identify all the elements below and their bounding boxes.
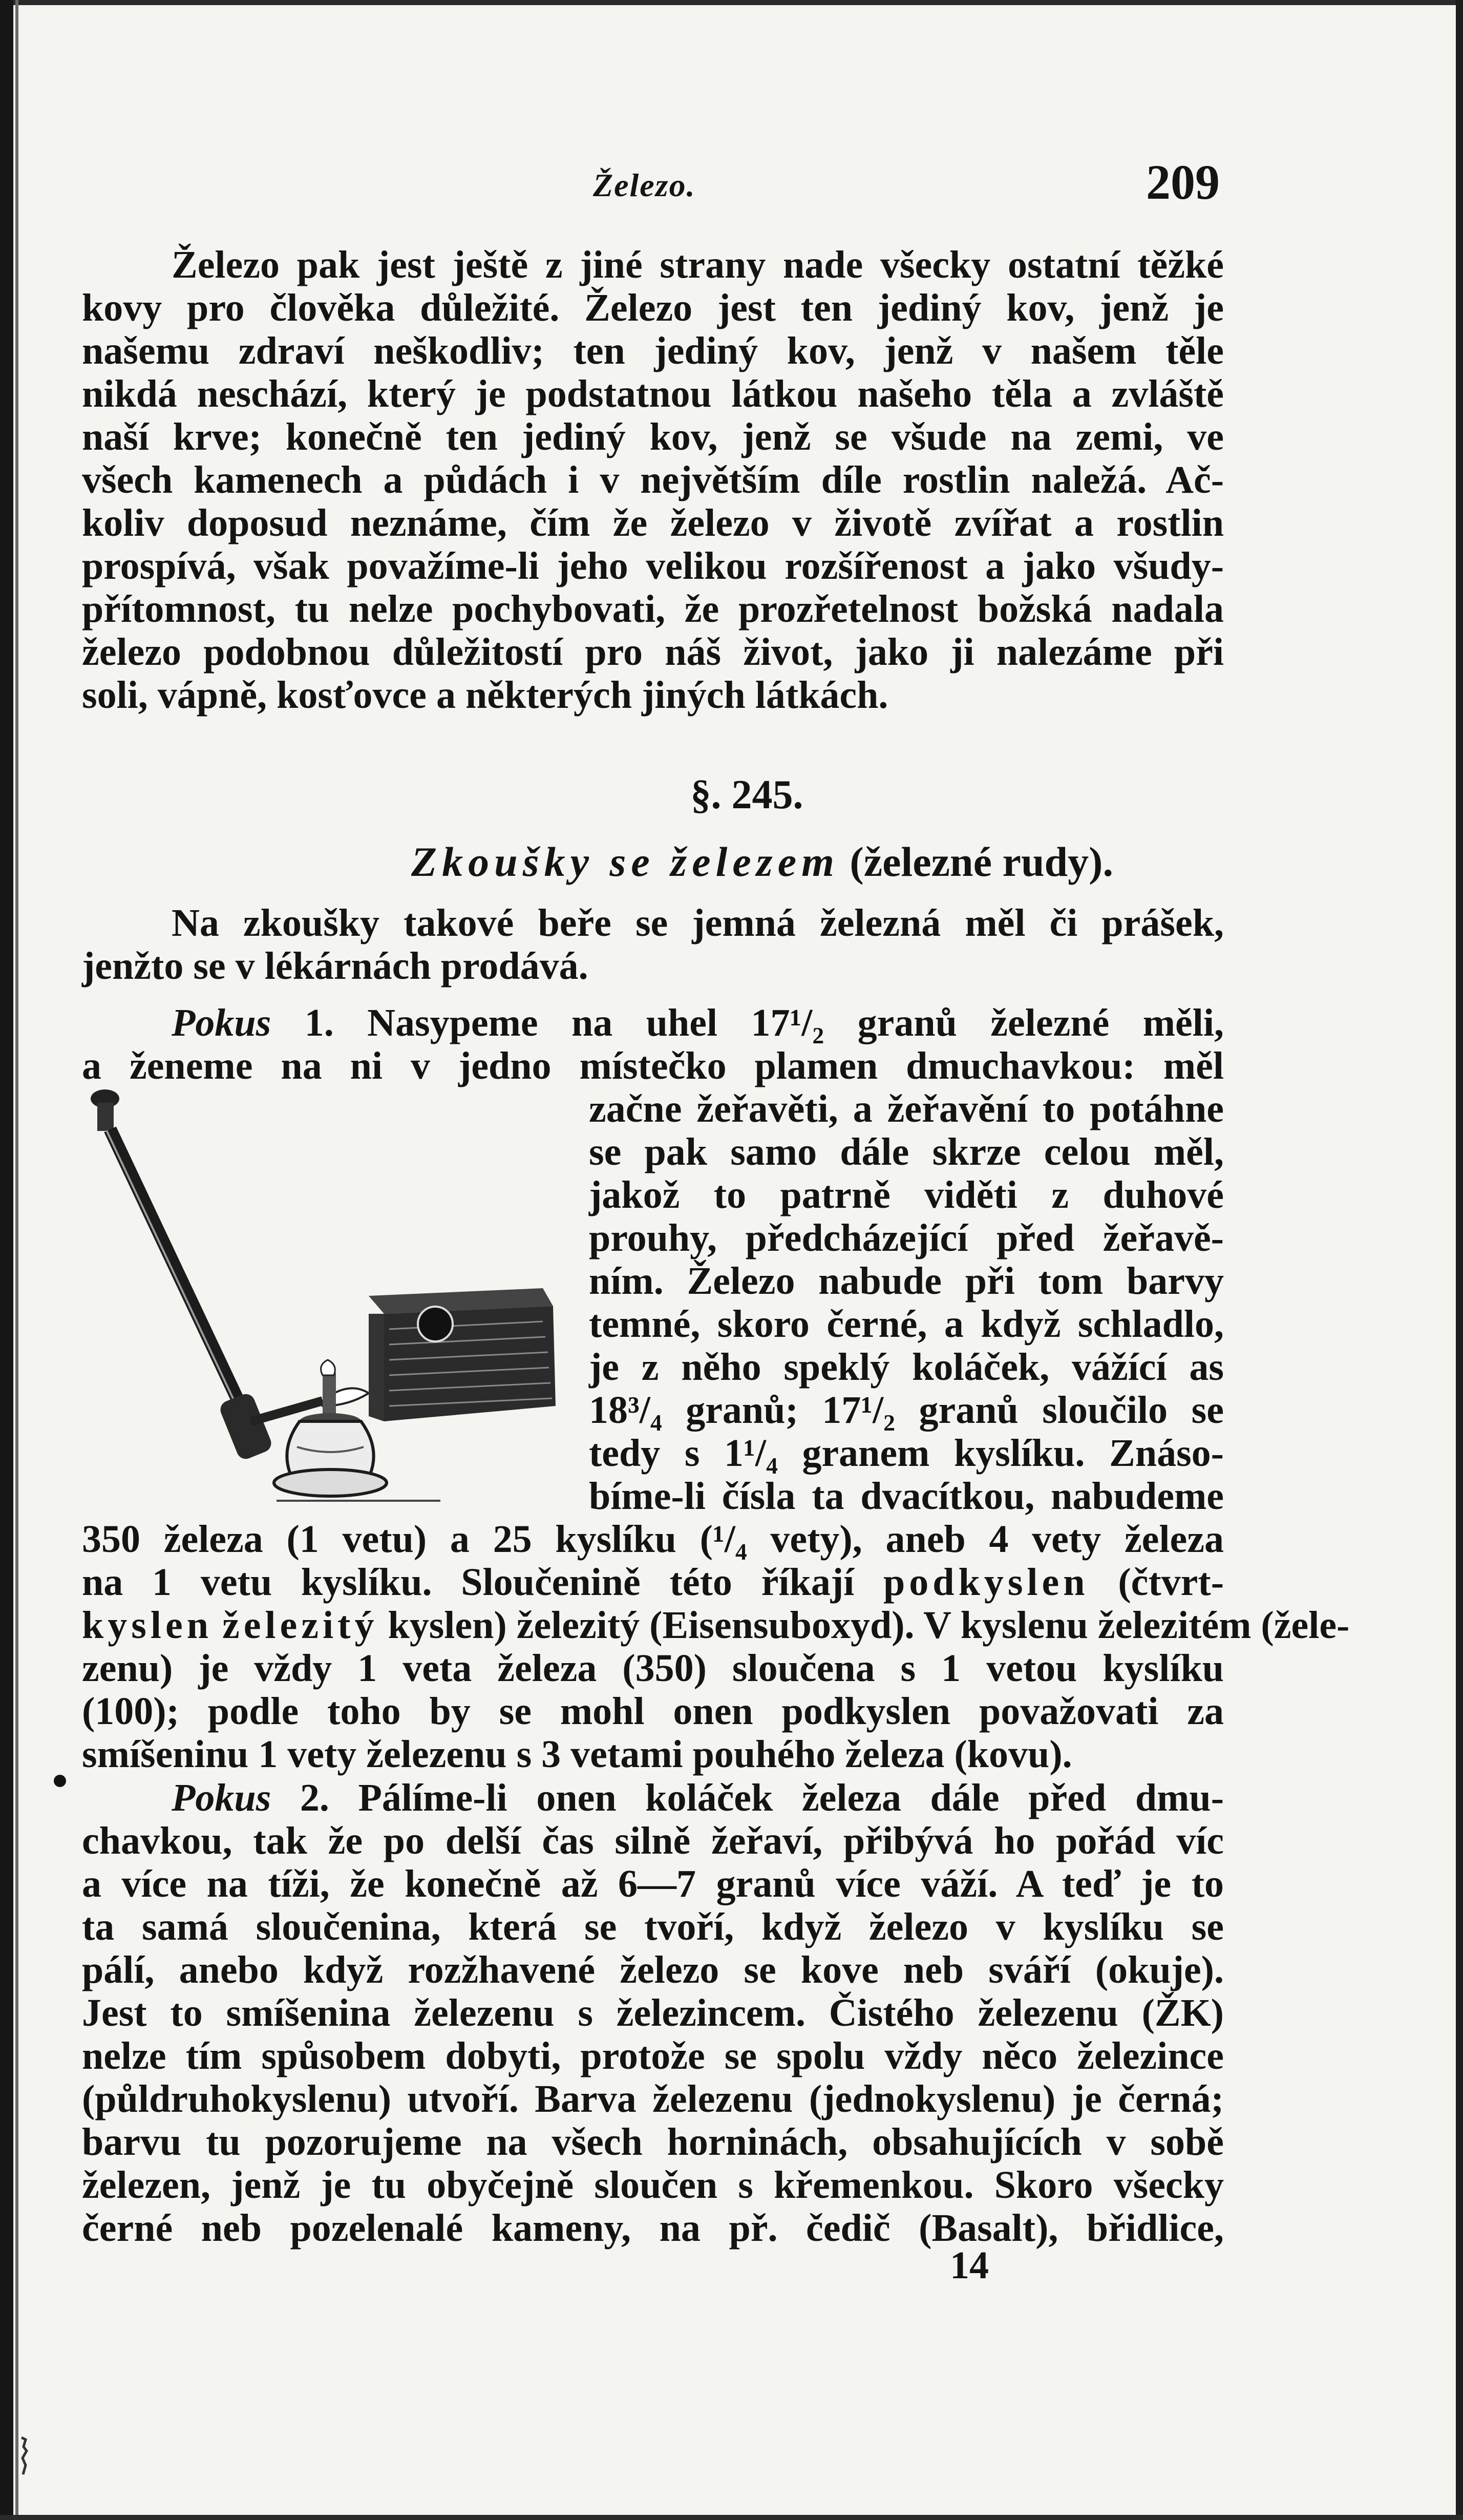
experiment-label: Pokus xyxy=(172,1776,271,1819)
text-line: železo podobnou důležitostí pro náš život, jako ji nalezáme při xyxy=(82,631,1224,674)
text-line: ním. Železo nabude při tom barvy xyxy=(589,1259,1224,1303)
text-fragment: kyslen) železitý (Eisensuboxyd). V kyslenu železitém (žele- xyxy=(388,1604,1350,1647)
scan-edge-left-inner xyxy=(15,0,18,2520)
section-title-rest: (železné rudy). xyxy=(850,838,1113,885)
text-line: našemu zdraví neškodliv; ten jediný kov, jenž v našem těle xyxy=(82,329,1224,372)
text-line: prouhy, předcházející před žeřavě- xyxy=(589,1216,1224,1259)
text-line: nikdá neschází, který je podstatnou látkou našeho těla a zvláště xyxy=(82,372,1224,415)
text-line: Železo pak jest ještě z jiné strany nade všecky ostatní těžké xyxy=(172,243,1224,286)
text-line: a více na tíži, že konečně až 6—7 granů více váží. A teď je to xyxy=(82,1862,1224,1905)
section-number: §. 245. xyxy=(690,772,803,817)
text-line: 350 železa (1 vetu) a 25 kyslíku (¹/₄ vety), aneb 4 vety železa xyxy=(82,1518,1224,1561)
text-line: soli, vápně, kosťovce a některých jiných látkách. xyxy=(82,674,888,717)
text-line: je z něho speklý koláček, vážící as xyxy=(589,1346,1224,1389)
section-title-italic: Zkoušky se železem xyxy=(411,838,839,885)
paragraph-1 xyxy=(82,243,1224,717)
text-line: všech kamenech a půdách i v největším díle rostlin naležá. Ač- xyxy=(82,458,1224,501)
text-line: zenu) je vždy 1 veta železa (350) sloučena s 1 vetou kyslíku xyxy=(82,1647,1224,1690)
margin-bullet xyxy=(54,1775,66,1787)
text-line: koliv doposud neznáme, čím že železo v životě zvířat a rostlin xyxy=(82,501,1224,544)
text-line: bíme-li čísla ta dvacítkou, nabudeme xyxy=(589,1475,1224,1518)
text-line: tedy s 1¹/₄ granem kyslíku. Znáso- xyxy=(589,1432,1224,1475)
text-line: (půldruhokyslenu) utvoří. Barva železenu (jednokyslenu) je černá; xyxy=(82,2077,1224,2120)
text-line: (100); podle toho by se mohl onen podkyslen považovati za xyxy=(82,1690,1224,1733)
text-line: ta samá sloučenina, která se tvoří, když železo v kyslíku se xyxy=(82,1905,1224,1948)
experiment-label: Pokus xyxy=(172,1001,271,1044)
scan-edge-top xyxy=(0,0,1463,5)
text-line xyxy=(82,1776,1224,1819)
text-line: smíšeninu 1 vety železenu s 3 vetami pouhého železa (kovu). xyxy=(82,1733,1072,1776)
text-line: pálí, anebo když rozžhavené železo se kove neb sváří (okuje). xyxy=(82,1948,1224,1991)
text-line: Jest to smíšenina železenu s železincem. Čistého železenu (ŽK) xyxy=(82,1991,1224,2034)
text-line xyxy=(82,1604,1350,1647)
blowpipe-illustration xyxy=(82,1088,574,1514)
text-line xyxy=(82,1001,1224,1044)
section-title xyxy=(0,838,1463,886)
text-line: se pak samo dále skrze celou měl, xyxy=(589,1130,1224,1173)
text-line: naší krve; konečně ten jediný kov, jenž se všude na zemi, ve xyxy=(82,415,1224,458)
page-number: 209 xyxy=(1146,155,1220,209)
scan-edge-left xyxy=(0,0,13,2520)
text-line: začne žeřavěti, a žeřavění to potáhne xyxy=(589,1087,1224,1130)
text-line: kovy pro člověka důležité. Železo jest ten jediný kov, jenž je xyxy=(82,286,1224,329)
experiment-2 xyxy=(82,1776,1224,2250)
text-line: prospívá, však považíme-li jeho velikou rozšířenost a jako všudy- xyxy=(82,544,1224,587)
text-line: temné, skoro černé, a když schladlo, xyxy=(589,1303,1224,1346)
text-line: jakož to patrně viděti z duhové xyxy=(589,1173,1224,1216)
intro-paragraph xyxy=(82,901,1224,988)
text-line: nelze tím spůsobem dobyti, protože se spolu vždy něco železince xyxy=(82,2034,1224,2077)
experiment-text: 1. Nasypeme na uhel 17¹/₂ granů železné měli, xyxy=(304,1001,1224,1044)
text-line: železen, jenž je tu obyčejně sloučen s křemenkou. Skoro všecky xyxy=(82,2164,1224,2207)
text-line: černé neb pozelenalé kameny, na př. čedič (Basalt), břidlice, xyxy=(82,2207,1224,2250)
signature-mark: 14 xyxy=(950,2244,989,2287)
text-fragment: na 1 vetu kyslíku. Sloučenině této říkají xyxy=(82,1561,855,1604)
text-fragment: (čtvrt- xyxy=(1118,1561,1224,1604)
text-line xyxy=(82,1561,1224,1604)
term-zelezity: železitý xyxy=(222,1604,378,1647)
text-line: 18³/₄ granů; 17¹/₂ granů sloučilo se xyxy=(589,1389,1224,1432)
scan-edge-bottom xyxy=(0,2515,1463,2520)
scan-edge-right xyxy=(1456,0,1463,2520)
text-line: přítomnost, tu nelze pochybovati, že prozřetelnost božská nadala xyxy=(82,587,1224,631)
text-line: a ženeme na ni v jedno místečko plamen dmuchavkou: měl xyxy=(82,1044,1224,1087)
text-line: chavkou, tak že po delší čas silně žeřaví, přibývá ho pořád víc xyxy=(82,1819,1224,1862)
experiment-text: 2. Pálíme-li onen koláček železa dále před dmu- xyxy=(300,1776,1224,1819)
text-line: jenžto se v lékárnách prodává. xyxy=(82,944,588,988)
term-kyslen: kyslen xyxy=(82,1604,213,1647)
text-line: barvu tu pozorujeme na všech horninách, obsahujících v sobě xyxy=(82,2120,1224,2164)
text-line: Na zkoušky takové beře se jemná železná měl či prášek, xyxy=(172,901,1224,944)
running-title: Železo. xyxy=(593,167,696,203)
term-podkyslen: podkyslen xyxy=(883,1561,1089,1604)
margin-smudge xyxy=(18,2435,30,2476)
